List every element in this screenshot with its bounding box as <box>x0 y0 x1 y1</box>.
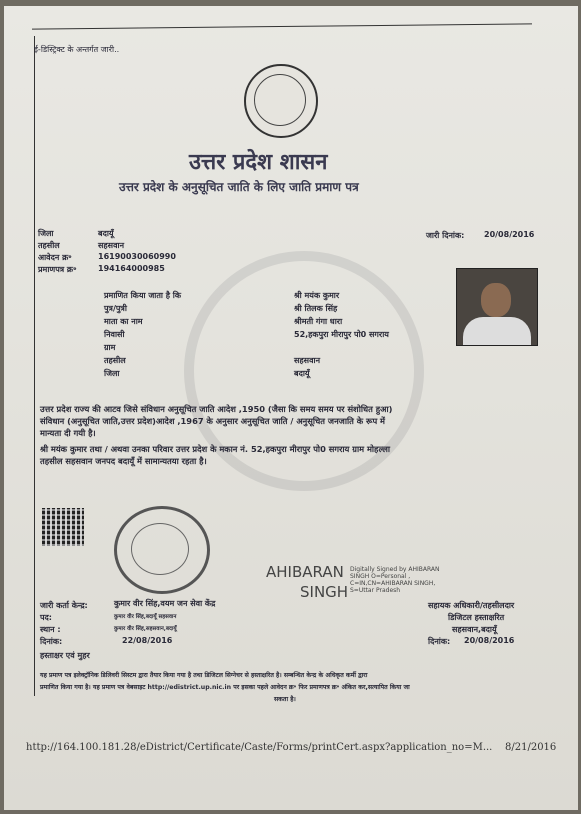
issuer-post-label: पद: <box>40 613 52 622</box>
para-line-4: श्री मयंक कुमार तथा / अथवा उनका परिवार उत्तर प्रदेश के मकान नं. 52,हकपुरा मीरापुर पो0 सगराय ग्राम मोहल्ला <box>40 444 390 454</box>
footer-note-line-2: प्रमाणित किया गया है। यह प्रमाण पत्र वेबसाइट http://edistrict.up.nic.in पर इसका पहले आवेदन क्र॰ फिर प्रमाणपत्र क्र॰ अंकित कर,सत्यापित किया जा <box>40 684 410 691</box>
document-title: उत्तर प्रदेश शासन <box>189 150 328 175</box>
certificate-value: 194164000985 <box>98 264 165 273</box>
print-url: http://164.100.181.28/eDistrict/Certificate/Caste/Forms/printCert.aspx?application_no=M... <box>26 742 493 753</box>
border-top <box>32 23 532 29</box>
issuer-place-value: कुमार वीर सिंह,सहसवान,बदायूँ <box>114 626 177 632</box>
para-line-1: उत्तर प्रदेश राज्य की आटव जिसे संविधान अनुसूचित जाति आदेश ,1950 (जैसा कि समय समय पर संशोधित हुआ) <box>40 404 393 414</box>
issue-date-value: 20/08/2016 <box>484 230 535 239</box>
officer-sign-note: डिजिटल हस्ताक्षरित <box>448 613 505 622</box>
header-note: ई-डिस्ट्रिक्ट के अन्तर्गत जारी.. <box>34 45 120 54</box>
applicant-name: श्री मयंक कुमार <box>294 291 340 300</box>
footer-note-line-1: यह प्रमाण पत्र इलेक्ट्रॉनिक डिलिवरी सिस्टम द्वारा तैयार किया गया है तथा डिजिटल सिग्नेचर से हस्ताक्षरित है। सम्बन्धित केन्द्र के अधिकृत कर्मी द्वारा <box>40 672 368 679</box>
round-seal-stamp <box>114 506 210 594</box>
tehsil-label: तहसील <box>38 241 60 250</box>
certificate-sheet <box>4 6 578 810</box>
tehsil-value: सहसवान <box>98 241 125 250</box>
issuer-date-value: 22/08/2016 <box>122 636 173 645</box>
border-left <box>34 36 35 696</box>
officer-place: सहसवान,बदायूँ <box>452 625 497 634</box>
issuer-sign-label: हस्ताक्षर एवं मुहर <box>40 651 90 660</box>
digital-signature-note: Digitally Signed by AHIBARAN SINGH O=Personal , C=IN,CN=AHIBARAN SINGH, S=Uttar Pradesh <box>350 566 440 594</box>
signer-name-line1: AHIBARAN <box>266 563 344 581</box>
details-tehsil-value: सहसवान <box>294 356 321 365</box>
para-line-2: संविधान (अनुसूचित जाति,उत्तर प्रदेश)आदेश ,1967 के अनुसार अनुसूचित जाति / अनुसूचित जनजाति के रूप में <box>40 416 386 426</box>
district-value: बदायूँ <box>98 229 114 238</box>
mother-label: माता का नाम <box>104 317 143 326</box>
village-label: ग्राम <box>104 343 116 352</box>
mother-name: श्रीमती गंगा धारा <box>294 317 343 326</box>
resident-label: निवासी <box>104 330 125 339</box>
parent-label: पुत्र/पुत्री <box>104 304 127 313</box>
qr-code-icon <box>42 508 84 546</box>
signer-name-line2: SINGH <box>300 583 349 601</box>
officer-date-value: 20/08/2016 <box>464 636 515 645</box>
resident-value: 52,हकपुरा मीरापुर पो0 सगराय <box>294 330 389 339</box>
certificate-label: प्रमाणपत्र क्र॰ <box>38 265 77 274</box>
print-date: 8/21/2016 <box>505 742 557 753</box>
district-label: जिला <box>38 229 54 238</box>
applicant-photo <box>456 268 538 346</box>
issuer-post-value: कुमार वीर सिंह,बदायूँ सहसवान <box>114 614 177 620</box>
footer-note-line-3: सकता है। <box>274 696 296 703</box>
issuer-place-label: स्थान : <box>40 625 61 634</box>
issuer-center-value: कुमार वीर सिंह,वयम जन सेवा केंद्र <box>114 599 216 608</box>
details-district-label: जिला <box>104 369 120 378</box>
application-label: आवेदन क्र॰ <box>38 253 72 262</box>
details-tehsil-label: तहसील <box>104 356 126 365</box>
issuer-date-label: दिनांक: <box>40 637 63 646</box>
certify-label: प्रमाणित किया जाता है कि <box>104 291 181 300</box>
officer-date-label: दिनांक: <box>428 637 451 646</box>
issue-date-label: जारी दिनांक: <box>426 231 465 240</box>
state-emblem-icon <box>244 64 318 138</box>
details-district-value: बदायूँ <box>294 369 310 378</box>
para-line-5: तहसील सहसवान जनपद बदायूँ में सामान्यतया रहता है। <box>40 456 207 466</box>
officer-title: सहायक अधिकारी/तहसीलदार <box>428 601 515 610</box>
issuer-center-label: जारी कर्ता केन्द्र: <box>40 601 88 610</box>
parent-name: श्री तिलक सिंह <box>294 304 338 313</box>
document-subtitle: उत्तर प्रदेश के अनुसूचित जाति के लिए जाति प्रमाण पत्र <box>119 180 359 194</box>
para-line-3: मान्यता दी गयी है। <box>40 428 96 438</box>
application-value: 161900300609​90 <box>98 252 176 261</box>
